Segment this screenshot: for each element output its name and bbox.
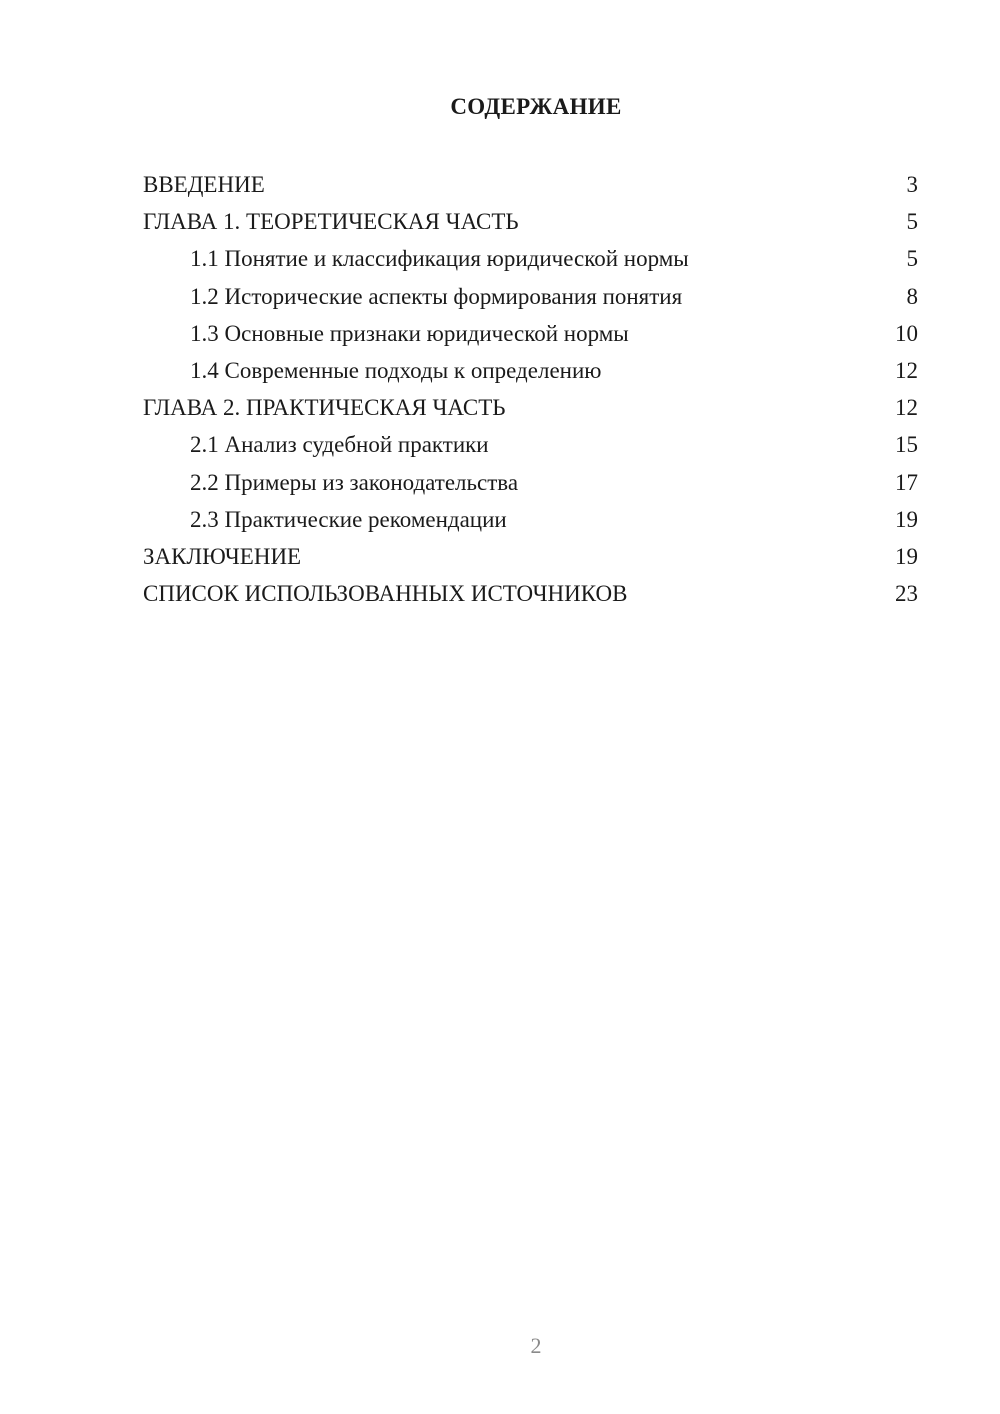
toc-entry-chapter-1[interactable] [143, 203, 918, 240]
toc-entry-page: 3 [906, 172, 918, 197]
toc-entry-label: ГЛАВА 1. ТЕОРЕТИЧЕСКАЯ ЧАСТЬ [143, 209, 519, 235]
toc-entry-page: 12 [895, 395, 918, 421]
toc-entry-page: 10 [895, 320, 918, 346]
toc-entry-section-1-3[interactable] [143, 315, 918, 352]
toc-entry-label: 1.1 Понятие и классификация юридической нормы [190, 246, 689, 272]
toc-entry-label: ВВЕДЕНИЕ [143, 172, 265, 197]
toc-entry-chapter-2[interactable] [143, 389, 918, 426]
toc-title: СОДЕРЖАНИЕ [450, 94, 622, 119]
toc-entry-section-2-1[interactable] [143, 426, 918, 463]
toc-entry-page: 15 [895, 432, 918, 458]
toc-entry-label: 2.1 Анализ судебной практики [190, 432, 489, 458]
toc-entry-label: ГЛАВА 2. ПРАКТИЧЕСКАЯ ЧАСТЬ [143, 395, 506, 421]
toc-entry-introduction[interactable] [143, 166, 918, 203]
toc-entry-section-2-2[interactable] [143, 464, 918, 501]
toc-entry-section-1-2[interactable] [143, 278, 918, 315]
toc-entry-label: 1.3 Основные признаки юридической нормы [190, 320, 629, 346]
toc-entry-page: 5 [906, 209, 918, 235]
toc-entry-page: 19 [895, 543, 918, 569]
table-of-contents [143, 166, 918, 612]
toc-entry-page: 19 [895, 506, 918, 532]
toc-entry-label: 1.4 Современные подходы к определению [190, 357, 602, 383]
page-number: 2 [530, 1333, 542, 1358]
toc-entry-label: 2.3 Практические рекомендации [190, 506, 507, 532]
toc-entry-page: 12 [895, 357, 918, 383]
toc-entry-section-2-3[interactable] [143, 501, 918, 538]
toc-entry-references[interactable] [143, 575, 918, 612]
toc-entry-page: 17 [895, 469, 918, 495]
toc-entry-conclusion[interactable] [143, 538, 918, 575]
toc-entry-page: 8 [906, 283, 918, 309]
toc-entry-label: ЗАКЛЮЧЕНИЕ [143, 543, 302, 569]
toc-entry-label: СПИСОК ИСПОЛЬЗОВАННЫХ ИСТОЧНИКОВ [143, 581, 628, 607]
toc-entry-page: 5 [906, 246, 918, 272]
toc-entry-page: 23 [895, 581, 918, 607]
toc-entry-section-1-4[interactable] [143, 352, 918, 389]
toc-entry-label: 2.2 Примеры из законодательства [190, 469, 519, 495]
toc-entry-section-1-1[interactable] [143, 240, 918, 277]
toc-entry-label: 1.2 Исторические аспекты формирования понятия [190, 283, 683, 309]
